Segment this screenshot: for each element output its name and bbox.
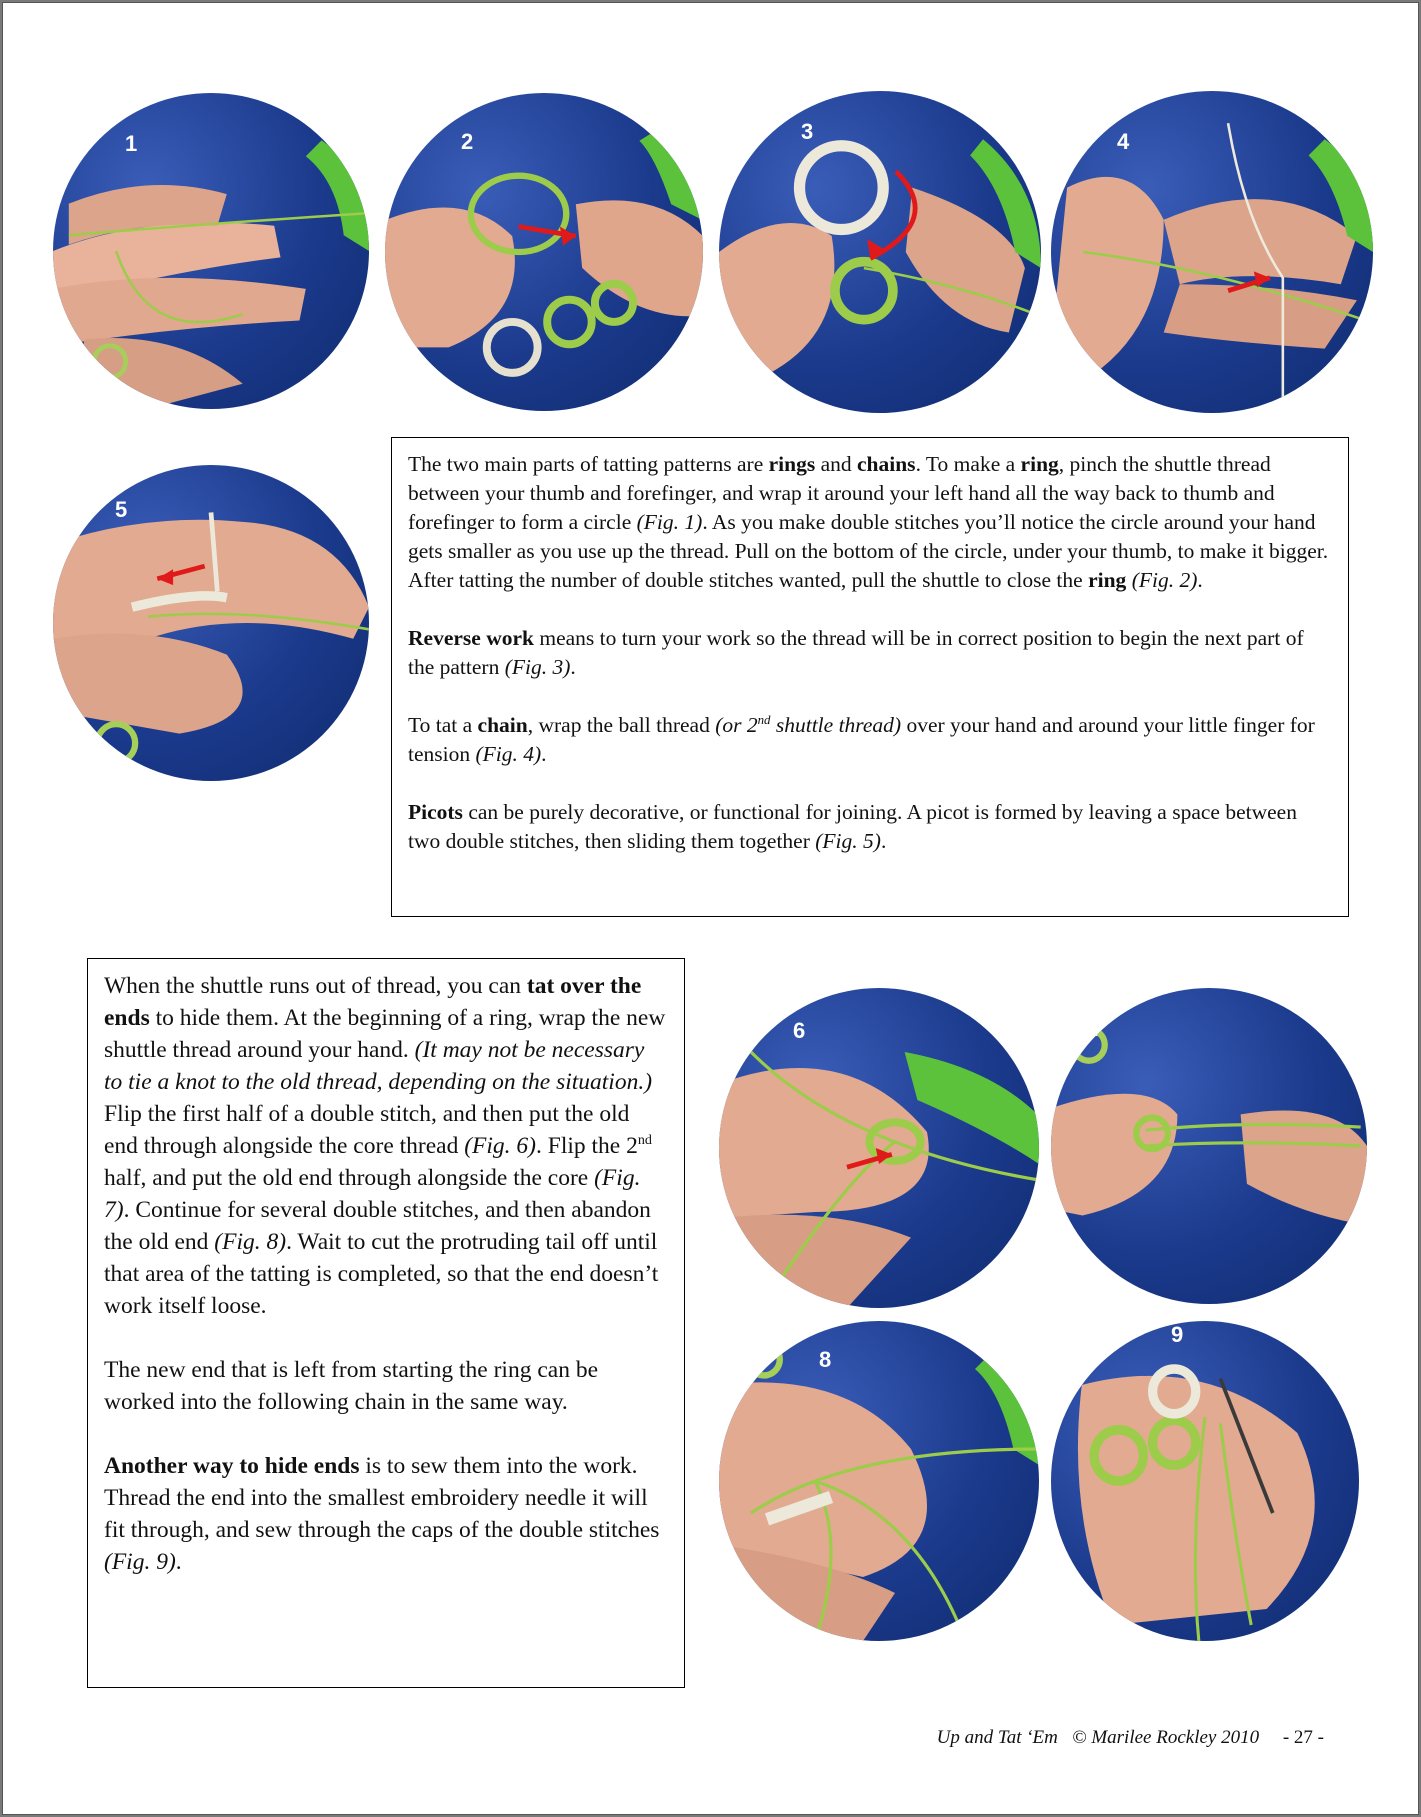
page: [2, 2, 1419, 1815]
footer-copyright: © Marilee Rockley 2010: [1072, 1727, 1260, 1748]
figure-6-photo: [719, 988, 1039, 1308]
figure-2-number: 2: [461, 129, 474, 154]
hiding-ends-instructions-box: [87, 958, 685, 1688]
figure-3-number: 3: [801, 119, 814, 144]
figure-9-photo: [1051, 1321, 1359, 1641]
chain-paragraph: To tat a chain, wrap the ball thread (or 2nd shuttle thread) over your hand and around your little finger for tension (Fig. 4).: [408, 712, 1315, 766]
figure-8-number: 8: [819, 1347, 832, 1372]
figure-7-photo: [1051, 988, 1367, 1304]
figure-8-photo: [719, 1321, 1039, 1641]
rings-chains-paragraph: The two main parts of tatting patterns are rings and chains. To make a ring, pinch the shuttle thread between your thumb and forefinger, and wrap it around your left hand all the way back to thumb and forefinger to form a circle (Fig. 1). As you make double stitches you’ll notice the circle around your hand gets smaller as you use up the thread. Pull on the bottom of the circle, under your thumb, to make it bigger. After tatting the number of double stitches wanted, pull the shuttle to close the ring (Fig. 2).: [408, 452, 1329, 592]
figure-5-photo: [53, 465, 369, 781]
new-end-paragraph: The new end that is left from starting the ring can be worked into the following chain in the same way.: [104, 1357, 598, 1415]
figure-4-photo: [1051, 91, 1373, 413]
ring-chain-instructions-box: [391, 437, 1349, 917]
figure-4-number: 4: [1117, 129, 1130, 154]
reverse-work-paragraph: Reverse work means to turn your work so the thread will be in correct position to begin the next part of the pattern (Fig. 3).: [408, 626, 1304, 679]
page-number: - 27 -: [1282, 1727, 1324, 1748]
figure-7-number: 7: [1091, 1016, 1104, 1041]
figure-1-photo: [53, 93, 369, 409]
figure-5-number: 5: [115, 497, 128, 522]
figure-3-photo: [719, 91, 1041, 413]
figure-9-number: 9: [1171, 1322, 1184, 1347]
tat-over-ends-paragraph: When the shuttle runs out of thread, you can tat over the ends to hide them. At the beginning of a ring, wrap the new shuttle thread around your hand. (It may not be necessary to tie a knot to the old thread, depending on the situation.) Flip the first half of a double stitch, and then put the old end through alongside the core thread (Fig. 6). Flip the 2nd half, and put the old end through alongside the core (Fig. 7). Continue for several double stitches, and then abandon the old end (Fig. 8). Wait to cut the protruding tail off until that area of the tatting is completed, so that the end doesn’t work itself loose.: [104, 973, 666, 1319]
picots-paragraph: Picots can be purely decorative, or functional for joining. A picot is formed by leaving a space between two double stitches, then sliding them together (Fig. 5).: [408, 800, 1297, 853]
sew-ends-paragraph: Another way to hide ends is to sew them into the work. Thread the end into the smallest embroidery needle it will fit through, and sew through the caps of the double stitches (Fig. 9).: [104, 1453, 660, 1575]
page-footer: [937, 1727, 1324, 1749]
figure-2-photo: [385, 93, 703, 411]
footer-title: Up and Tat ‘Em: [936, 1727, 1058, 1748]
figure-1-number: 1: [125, 131, 138, 156]
figure-6-number: 6: [793, 1018, 806, 1043]
